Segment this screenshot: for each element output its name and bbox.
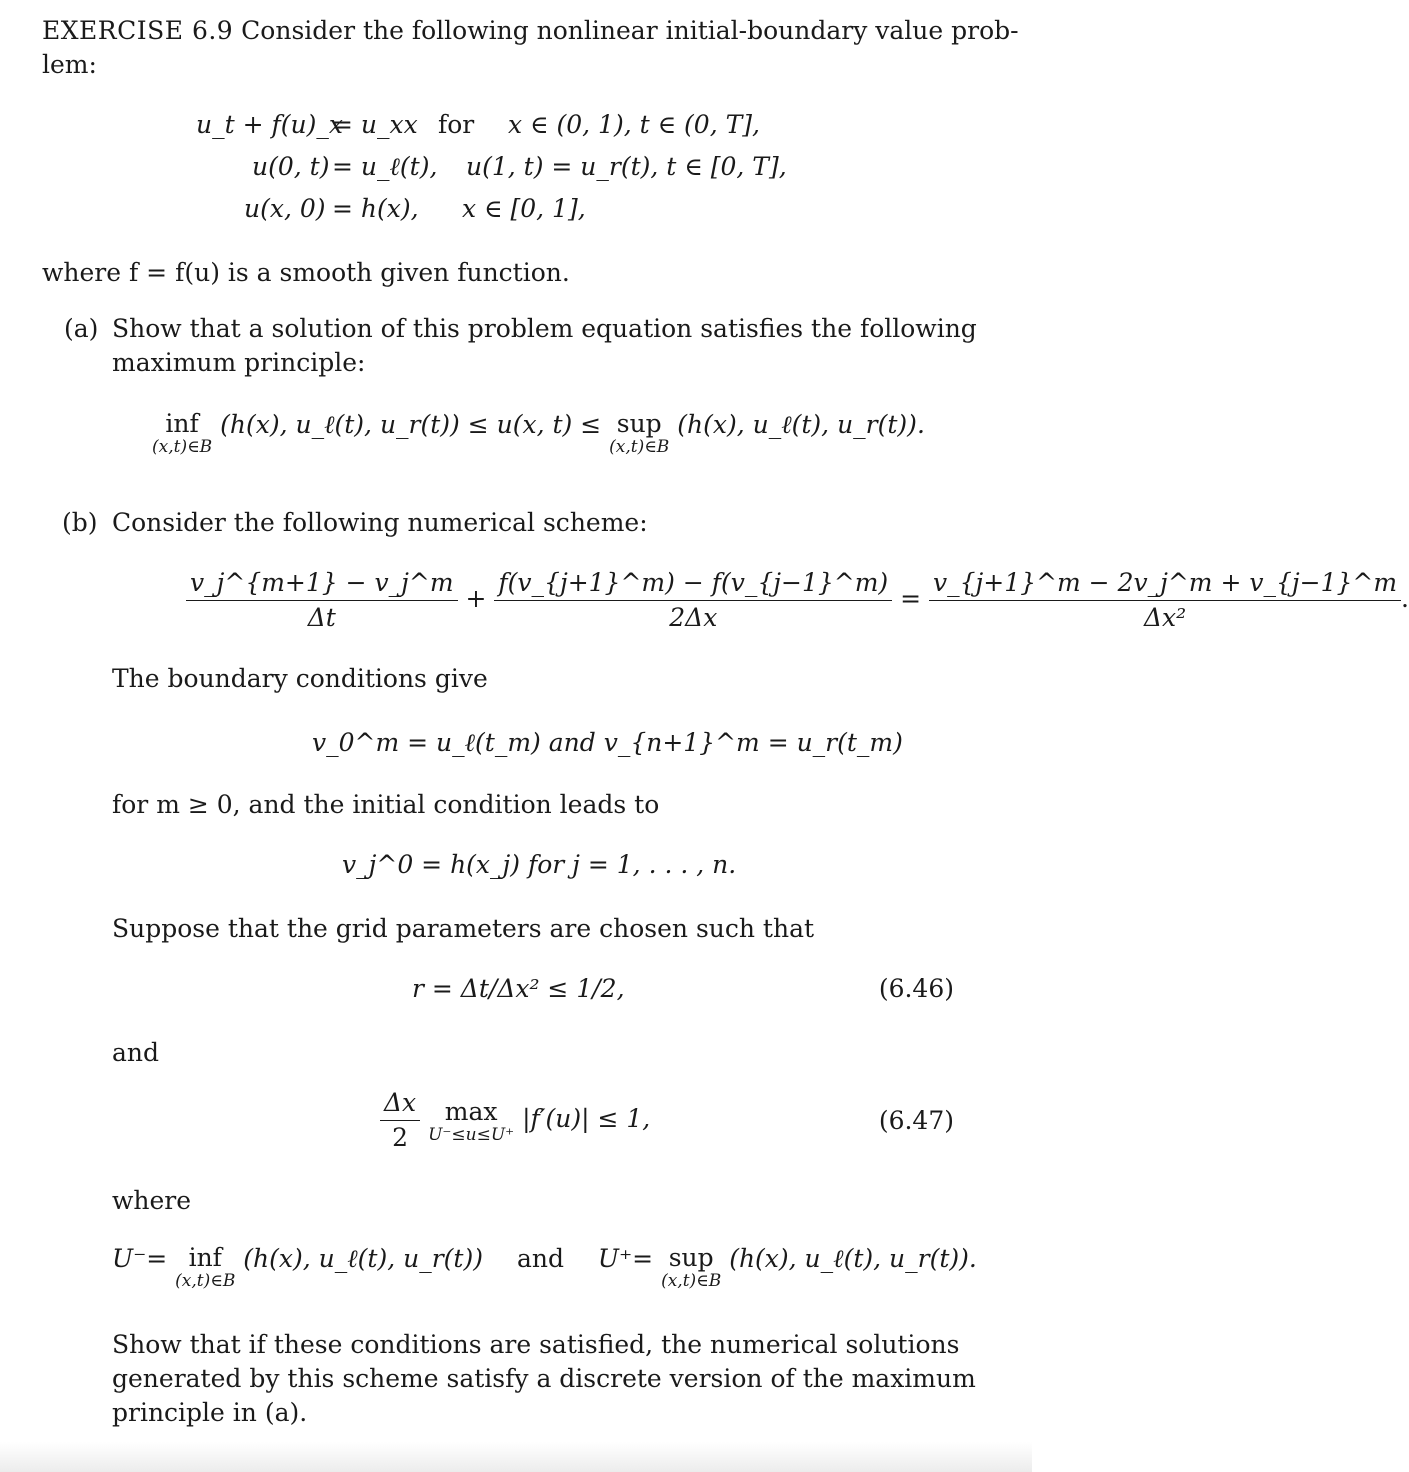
equation-6-46: r = Δt/Δx² ≤ 1/2, <box>412 974 625 1003</box>
sup-operator: sup (x,t)∈B <box>609 409 670 457</box>
boundary-text: The boundary conditions give <box>112 664 488 693</box>
exercise-intro-line1 <box>42 14 1019 48</box>
inequality-end: (h(x), u_ℓ(t), u_r(t)). <box>677 410 925 439</box>
boundary-equation: v_0^m = u_ℓ(t_m) and v_{n+1}^m = u_r(t_m) <box>312 728 903 757</box>
final-line1: Show that if these conditions are satisfied, the numerical solutions <box>112 1330 960 1359</box>
flux-difference-fraction: $\frac{f(v\_\{j+1\}\^{}m) - f(v\_\{j-1\}\^{}m)}{2\Delta x}$ <box>494 566 892 635</box>
part-b-intro: Consider the following numerical scheme: <box>112 508 648 537</box>
system-row3-rhs: = h(x), <box>332 194 419 223</box>
u-bounds-definition: U⁻= inf (x,t)∈B (h(x), u_ℓ(t), u_r(t)) and U⁺= sup (x,t)∈B (h(x), u_ℓ(t), u_r(t)). <box>112 1243 977 1291</box>
for-m-text: for m ≥ 0, and the initial condition leads to <box>112 790 660 819</box>
system-row3-cond: x ∈ [0, 1], <box>462 194 586 223</box>
and-text: and <box>112 1038 160 1067</box>
max-operator: max U⁻≤u≤U⁺ <box>428 1096 515 1145</box>
system-row1-for: for <box>438 110 475 139</box>
max-principle-inequality <box>152 410 925 456</box>
dx-over-2-fraction: $\frac{\Delta x}{2}$ <box>380 1086 420 1155</box>
page-bottom-shadow <box>0 1442 1032 1472</box>
sup-operator-b: sup (x,t)∈B <box>661 1243 722 1291</box>
system-row2-rhs: = u_ℓ(t), <box>332 152 438 181</box>
system-row1-lhs: u_t + f(u)_x <box>196 110 343 139</box>
suppose-text: Suppose that the grid parameters are chosen such that <box>112 914 815 943</box>
where-f-text: where f = f(u) is a smooth given function. <box>42 258 570 287</box>
final-line2: generated by this scheme satisfy a discrete version of the maximum <box>112 1364 976 1393</box>
system-row2-cond: u(1, t) = u_r(t), t ∈ [0, T], <box>466 152 787 181</box>
exercise-label: EXERCISE 6.9 <box>42 16 234 45</box>
part-a-line1: Show that a solution of this problem equation satisfies the following <box>112 314 977 343</box>
system-row3-lhs: u(x, 0) <box>244 194 326 223</box>
part-b-label: (b) <box>62 508 98 537</box>
intro-text: Consider the following nonlinear initial-boundary value prob- <box>241 16 1019 45</box>
inf-operator-b: inf (x,t)∈B <box>175 1243 236 1291</box>
inf-operator: inf (x,t)∈B <box>152 409 213 457</box>
equation-6-47: $\frac{\Delta x}{2}$ max U⁻≤u≤U⁺ |f′(u)| ≤ 1, <box>380 1086 650 1155</box>
system-row2-lhs: u(0, t) <box>252 152 330 181</box>
final-line3: principle in (a). <box>112 1398 308 1427</box>
numerical-scheme: $\frac{v\_j\^{}\{m+1\} - v\_j\^{}m}{\Delta t}$ + $\frac{f(v\_\{j+1\}\^{}m) - f(v\_\{j-1\}\^{}m)}{2\Delta x}$ = $\frac{v\_\{j+1\}\^{}m - 2v\_j\^{}m + v\_\{j-1\}\^{}m}{\text{Δx²}}$ . <box>186 566 1409 635</box>
time-difference-fraction: $\frac{v\_j\^{}\{m+1\} - v\_j\^{}m}{\Delta t}$ <box>186 566 458 635</box>
equation-number-6-47: (6.47) <box>878 1106 954 1135</box>
system-row1-cond: x ∈ (0, 1), t ∈ (0, T], <box>508 110 760 139</box>
part-a-line2: maximum principle: <box>112 348 366 377</box>
initial-equation: v_j^0 = h(x_j) for j = 1, . . . , n. <box>342 850 737 879</box>
equation-number-6-46: (6.46) <box>878 974 954 1003</box>
inequality-middle: (h(x), u_ℓ(t), u_r(t)) ≤ u(x, t) ≤ <box>220 410 602 439</box>
part-a-label: (a) <box>64 314 99 343</box>
diffusion-fraction: $\frac{v\_\{j+1\}\^{}m - 2v\_j\^{}m + v\_\{j-1\}\^{}m}{\text{Δx²}}$ <box>929 566 1401 635</box>
where-text: where <box>112 1186 192 1215</box>
system-row1-rhs: = u_xx <box>332 110 418 139</box>
exercise-intro-line2: lem: <box>42 50 97 79</box>
